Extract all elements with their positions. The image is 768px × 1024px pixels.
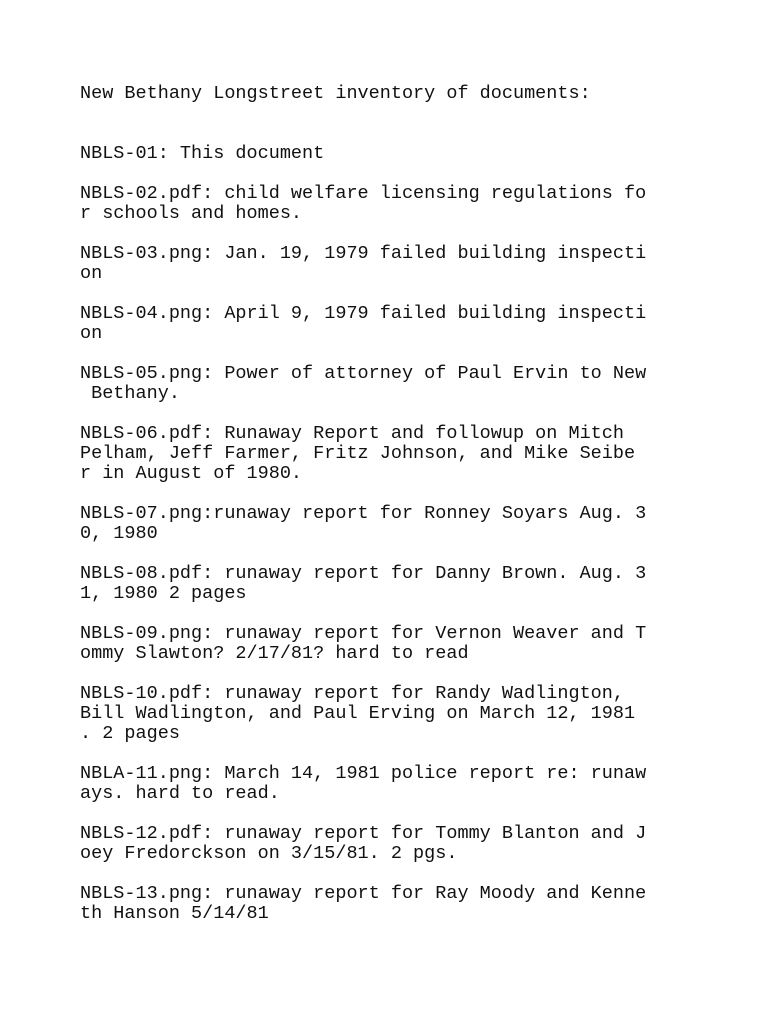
inventory-entry	[80, 624, 720, 664]
entry-line: NBLS-12.pdf: runaway report for Tommy Blanton and J	[80, 823, 647, 844]
inventory-entry	[80, 364, 720, 404]
entry-line: NBLS-10.pdf: runaway report for Randy Wadlington,	[80, 683, 624, 704]
entry-line: 1, 1980 2 pages	[80, 583, 247, 604]
entry-line: NBLA-11.png: March 14, 1981 police report re: runaw	[80, 763, 647, 784]
entry-line: NBLS-05.png: Power of attorney of Paul Ervin to New	[80, 363, 647, 384]
entry-line: on	[80, 323, 103, 344]
entry-line: Bill Wadlington, and Paul Erving on March 12, 1981	[80, 703, 636, 724]
entry-line: NBLS-13.png: runaway report for Ray Moody and Kenne	[80, 883, 647, 904]
entry-line: . 2 pages	[80, 723, 180, 744]
inventory-entry	[80, 304, 720, 344]
entry-line: r schools and homes.	[80, 203, 303, 224]
inventory-entry	[80, 144, 720, 164]
entry-line: NBLS-06.pdf: Runaway Report and followup on Mitch	[80, 423, 624, 444]
inventory-entry	[80, 424, 720, 484]
entry-line: r in August of 1980.	[80, 463, 303, 484]
entry-line: NBLS-07.png:runaway report for Ronney Soyars Aug. 3	[80, 503, 647, 524]
entry-line: NBLS-01: This document	[80, 143, 325, 164]
entry-line: on	[80, 263, 103, 284]
document-title: New Bethany Longstreet inventory of documents:	[80, 83, 591, 104]
entry-line: oey Fredorckson on 3/15/81. 2 pgs.	[80, 843, 458, 864]
inventory-entry	[80, 824, 720, 864]
inventory-entry	[80, 764, 720, 804]
inventory-entry	[80, 884, 720, 924]
entry-line: NBLS-03.png: Jan. 19, 1979 failed building inspecti	[80, 243, 647, 264]
entry-line: Pelham, Jeff Farmer, Fritz Johnson, and Mike Seibe	[80, 443, 636, 464]
entry-line: 0, 1980	[80, 523, 158, 544]
entry-line: NBLS-08.pdf: runaway report for Danny Brown. Aug. 3	[80, 563, 647, 584]
entry-line: NBLS-04.png: April 9, 1979 failed building inspecti	[80, 303, 647, 324]
entry-line: NBLS-09.png: runaway report for Vernon Weaver and T	[80, 623, 647, 644]
entry-line: ays. hard to read.	[80, 783, 280, 804]
entry-line: th Hanson 5/14/81	[80, 903, 269, 924]
inventory-entry	[80, 184, 720, 224]
inventory-entry	[80, 504, 720, 544]
inventory-entry	[80, 684, 720, 744]
inventory-entry	[80, 244, 720, 284]
entry-line: ommy Slawton? 2/17/81? hard to read	[80, 643, 469, 664]
inventory-entry	[80, 564, 720, 604]
entry-line: NBLS-02.pdf: child welfare licensing regulations fo	[80, 183, 647, 204]
entry-line: Bethany.	[80, 383, 180, 404]
document-page	[80, 84, 720, 944]
